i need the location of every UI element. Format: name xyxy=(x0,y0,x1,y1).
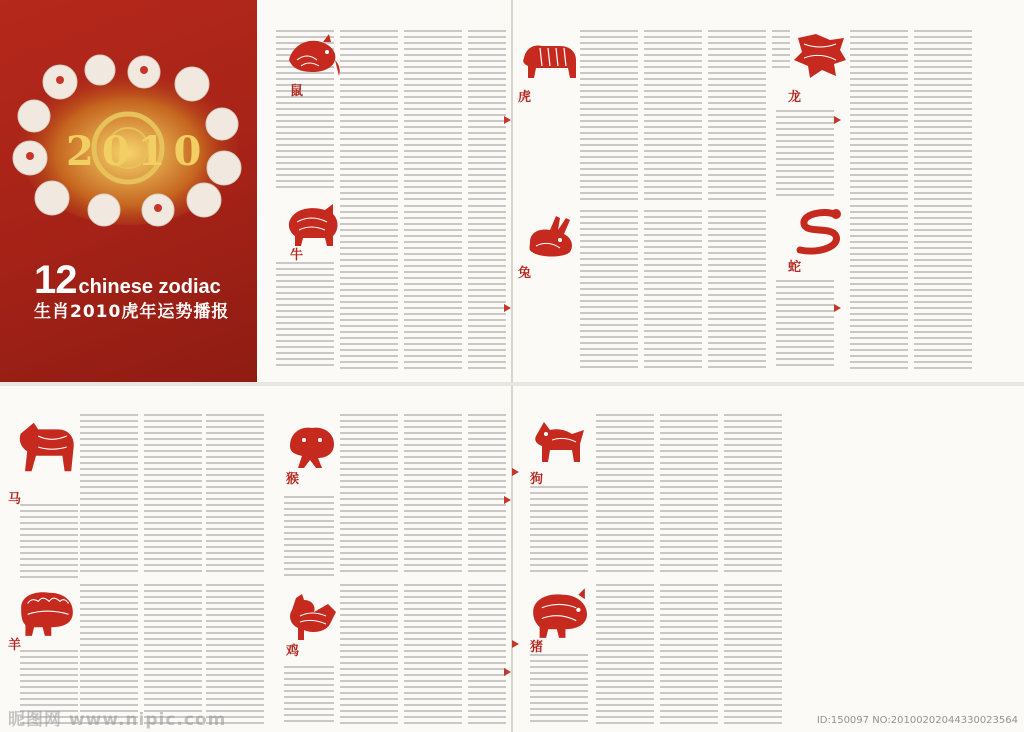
text-column xyxy=(340,414,398,576)
bottom-spread xyxy=(0,386,1024,732)
next-arrow xyxy=(504,496,511,504)
text-column xyxy=(596,414,654,576)
zodiac-name-dog: 狗 xyxy=(530,472,544,487)
text-column xyxy=(644,30,702,200)
monkey-papercut xyxy=(282,418,342,470)
next-arrow xyxy=(504,668,511,676)
dragon-papercut xyxy=(790,30,850,82)
text-column xyxy=(276,262,334,368)
pig-papercut xyxy=(524,584,594,640)
text-column xyxy=(468,414,506,576)
zodiac-name-goat: 羊 xyxy=(8,638,22,653)
text-column xyxy=(660,414,718,576)
zodiac-name-rooster: 鸡 xyxy=(286,644,300,659)
snake-papercut xyxy=(790,206,850,258)
text-column xyxy=(708,30,766,200)
zodiac-name-pig: 猪 xyxy=(530,640,544,655)
text-column xyxy=(644,210,702,370)
watermark-left: 昵图网 www.nipic.com xyxy=(8,710,227,730)
text-column xyxy=(80,414,138,576)
dog-papercut xyxy=(530,416,590,468)
zodiac-name-snake: 蛇 xyxy=(788,260,802,275)
text-column xyxy=(776,280,834,370)
cover-panel xyxy=(0,0,257,382)
text-column xyxy=(284,666,334,724)
text-column xyxy=(206,584,264,724)
text-column xyxy=(530,486,588,576)
text-column xyxy=(80,584,138,724)
text-column xyxy=(724,414,782,576)
goat-papercut xyxy=(14,582,80,638)
text-column xyxy=(468,30,506,200)
zodiac-name-horse: 马 xyxy=(8,492,22,507)
text-column xyxy=(580,30,638,200)
text-column xyxy=(468,584,506,724)
cover-subtitle: 生肖2010虎年运势播报 xyxy=(34,302,230,322)
zodiac-name-monkey: 猴 xyxy=(286,472,300,487)
zodiac-name-rat: 鼠 xyxy=(290,84,304,99)
text-column xyxy=(144,584,202,724)
next-arrow xyxy=(834,304,841,312)
text-column xyxy=(20,504,78,578)
text-column xyxy=(724,584,782,724)
next-arrow xyxy=(504,116,511,124)
rabbit-papercut xyxy=(520,212,580,264)
cover-title-text: chinese zodiac xyxy=(78,276,221,298)
text-column xyxy=(404,205,462,370)
tiger-papercut xyxy=(520,34,580,86)
rooster-papercut xyxy=(282,590,342,642)
next-arrow xyxy=(504,304,511,312)
text-column xyxy=(596,584,654,724)
next-arrow xyxy=(512,640,519,648)
rat-papercut xyxy=(283,30,343,82)
zodiac-name-ox: 牛 xyxy=(290,248,304,263)
cover-title-number: 12 xyxy=(34,258,77,302)
text-column xyxy=(404,30,462,200)
text-column xyxy=(914,205,972,370)
fold-line xyxy=(511,0,513,382)
text-column xyxy=(284,496,334,576)
cover-year: 2010 xyxy=(66,128,210,175)
text-column xyxy=(144,414,202,576)
text-column xyxy=(340,30,398,200)
next-arrow xyxy=(512,468,519,476)
text-column xyxy=(850,30,908,200)
zodiac-name-tiger: 虎 xyxy=(518,90,532,105)
watermark-right: ID:150097 NO:20100202044330023564 xyxy=(816,715,1018,726)
text-column xyxy=(530,654,588,724)
horse-papercut xyxy=(14,416,80,478)
fold-line xyxy=(511,386,513,732)
zodiac-name-rabbit: 兔 xyxy=(518,266,532,281)
text-column xyxy=(404,584,462,724)
text-column xyxy=(340,584,398,724)
text-column xyxy=(580,210,638,370)
text-column xyxy=(340,205,398,370)
text-column xyxy=(772,30,790,70)
text-column xyxy=(404,414,462,576)
text-column xyxy=(914,30,972,200)
text-column xyxy=(850,205,908,370)
zodiac-name-dragon: 龙 xyxy=(788,90,802,105)
text-column xyxy=(206,414,264,576)
text-column xyxy=(776,110,834,200)
next-arrow xyxy=(834,116,841,124)
text-column xyxy=(708,210,766,370)
text-column xyxy=(660,584,718,724)
text-column xyxy=(468,205,506,370)
